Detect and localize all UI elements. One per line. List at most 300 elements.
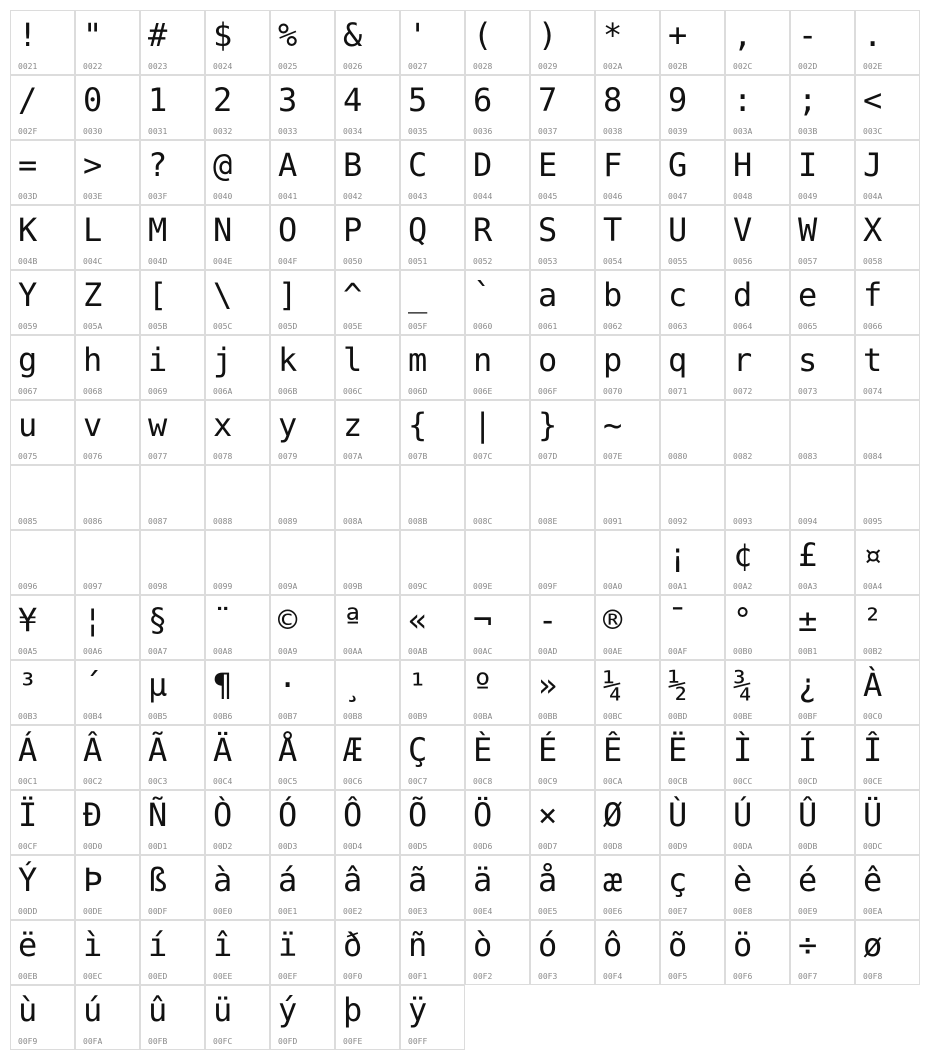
- glyph-codepoint: 0082: [733, 452, 753, 461]
- glyph-codepoint: 0089: [278, 517, 298, 526]
- glyph-codepoint: 00C2: [83, 777, 103, 786]
- glyph-character: [: [148, 276, 168, 314]
- glyph-cell: [465, 725, 530, 790]
- glyph-cell: [10, 335, 75, 400]
- glyph-character: 9: [668, 81, 688, 119]
- glyph-cell: [595, 660, 660, 725]
- glyph-codepoint: 00CA: [603, 777, 623, 786]
- glyph-codepoint: 0050: [343, 257, 363, 266]
- glyph-character: «: [408, 601, 428, 639]
- glyph-codepoint: 00EE: [213, 972, 233, 981]
- glyph-cell: [530, 855, 595, 920]
- glyph-codepoint: 0062: [603, 322, 623, 331]
- glyph-codepoint: 009C: [408, 582, 428, 591]
- glyph-character: Ï: [18, 796, 38, 834]
- glyph-cell: [140, 530, 205, 595]
- glyph-cell: [660, 855, 725, 920]
- glyph-codepoint: 0025: [278, 62, 298, 71]
- glyph-cell: [660, 270, 725, 335]
- glyph-codepoint: 00AF: [668, 647, 688, 656]
- glyph-character: ï: [278, 926, 298, 964]
- glyph-cell: [855, 920, 920, 985]
- glyph-cell: [270, 10, 335, 75]
- glyph-codepoint: 00D9: [668, 842, 688, 851]
- glyph-codepoint: 00FA: [83, 1037, 103, 1046]
- glyph-cell: [205, 205, 270, 270]
- glyph-codepoint: 003E: [83, 192, 103, 201]
- glyph-cell: [10, 855, 75, 920]
- glyph-character: }: [538, 406, 558, 444]
- glyph-cell: [530, 660, 595, 725]
- glyph-character: ¸: [343, 666, 363, 704]
- glyph-codepoint: 0077: [148, 452, 168, 461]
- glyph-cell: [140, 725, 205, 790]
- glyph-character: ½: [668, 666, 688, 704]
- glyph-cell: [595, 530, 660, 595]
- glyph-cell: [400, 855, 465, 920]
- glyph-codepoint: 0046: [603, 192, 623, 201]
- glyph-cell: [335, 465, 400, 530]
- glyph-cell: [10, 465, 75, 530]
- glyph-codepoint: 0058: [863, 257, 883, 266]
- glyph-cell: [205, 75, 270, 140]
- glyph-codepoint: 0041: [278, 192, 298, 201]
- glyph-character: P: [343, 211, 363, 249]
- glyph-character: á: [278, 861, 298, 899]
- glyph-cell: [725, 335, 790, 400]
- glyph-codepoint: 00FD: [278, 1037, 298, 1046]
- glyph-codepoint: 0073: [798, 387, 818, 396]
- glyph-codepoint: 00AA: [343, 647, 363, 656]
- glyph-codepoint: 00F1: [408, 972, 428, 981]
- glyph-character: ¿: [798, 666, 818, 704]
- glyph-codepoint: 00E5: [538, 907, 558, 916]
- glyph-codepoint: 00B5: [148, 712, 168, 721]
- glyph-character: m: [408, 341, 428, 379]
- glyph-cell: [270, 335, 335, 400]
- glyph-codepoint: 00B6: [213, 712, 233, 721]
- glyph-codepoint: 00A4: [863, 582, 883, 591]
- glyph-cell: [725, 205, 790, 270]
- glyph-character: ª: [343, 601, 363, 639]
- glyph-cell: [75, 75, 140, 140]
- glyph-codepoint: 005E: [343, 322, 363, 331]
- glyph-cell: [790, 855, 855, 920]
- glyph-character: µ: [148, 666, 168, 704]
- glyph-character: Á: [18, 731, 38, 769]
- glyph-codepoint: 0064: [733, 322, 753, 331]
- glyph-character: c: [668, 276, 688, 314]
- glyph-cell: [530, 400, 595, 465]
- glyph-character: ß: [148, 861, 168, 899]
- glyph-codepoint: 00BD: [668, 712, 688, 721]
- glyph-cell: [140, 790, 205, 855]
- glyph-cell: [725, 595, 790, 660]
- glyph-cell: [660, 10, 725, 75]
- glyph-character: ã: [408, 861, 428, 899]
- glyph-character: <: [863, 81, 883, 119]
- glyph-character: b: [603, 276, 623, 314]
- glyph-character: -: [798, 16, 818, 54]
- glyph-cell: [465, 75, 530, 140]
- glyph-cell: [75, 855, 140, 920]
- glyph-cell: [725, 855, 790, 920]
- glyph-cell: [725, 140, 790, 205]
- glyph-character: K: [18, 211, 38, 249]
- glyph-codepoint: 0092: [668, 517, 688, 526]
- glyph-codepoint: 00CD: [798, 777, 818, 786]
- glyph-cell: [400, 790, 465, 855]
- glyph-character: |: [473, 406, 493, 444]
- glyph-cell: [400, 10, 465, 75]
- glyph-codepoint: 008B: [408, 517, 428, 526]
- glyph-cell: [595, 400, 660, 465]
- glyph-cell: [10, 140, 75, 205]
- glyph-cell: [855, 790, 920, 855]
- glyph-character: Ç: [408, 731, 428, 769]
- glyph-codepoint: 00D1: [148, 842, 168, 851]
- glyph-codepoint: 004E: [213, 257, 233, 266]
- glyph-codepoint: 00F3: [538, 972, 558, 981]
- glyph-character: ô: [603, 926, 623, 964]
- glyph-cell: [10, 75, 75, 140]
- glyph-character: ¥: [18, 601, 38, 639]
- glyph-character: ÿ: [408, 991, 428, 1029]
- glyph-cell: [725, 75, 790, 140]
- glyph-codepoint: 0047: [668, 192, 688, 201]
- glyph-cell: [75, 140, 140, 205]
- glyph-codepoint: 0037: [538, 127, 558, 136]
- glyph-codepoint: 0021: [18, 62, 38, 71]
- glyph-character: Ó: [278, 796, 298, 834]
- glyph-character: 5: [408, 81, 428, 119]
- glyph-codepoint: 0071: [668, 387, 688, 396]
- glyph-codepoint: 00F2: [473, 972, 493, 981]
- glyph-cell: [855, 725, 920, 790]
- glyph-cell: [465, 595, 530, 660]
- glyph-character: Å: [278, 731, 298, 769]
- glyph-codepoint: 00B0: [733, 647, 753, 656]
- glyph-codepoint: 008A: [343, 517, 363, 526]
- glyph-character: Z: [83, 276, 103, 314]
- glyph-cell: [790, 595, 855, 660]
- glyph-cell: [400, 140, 465, 205]
- glyph-character: >: [83, 146, 103, 184]
- glyph-character: A: [278, 146, 298, 184]
- glyph-codepoint: 00F4: [603, 972, 623, 981]
- glyph-cell: [335, 660, 400, 725]
- glyph-cell: [140, 465, 205, 530]
- glyph-codepoint: 002E: [863, 62, 883, 71]
- glyph-character: R: [473, 211, 493, 249]
- glyph-codepoint: 0093: [733, 517, 753, 526]
- glyph-cell: [530, 790, 595, 855]
- glyph-character: E: [538, 146, 558, 184]
- glyph-character: e: [798, 276, 818, 314]
- glyph-cell: [10, 595, 75, 660]
- glyph-cell: [400, 920, 465, 985]
- glyph-cell: [725, 790, 790, 855]
- glyph-cell: [140, 140, 205, 205]
- glyph-codepoint: 007C: [473, 452, 493, 461]
- glyph-codepoint: 0048: [733, 192, 753, 201]
- glyph-character: q: [668, 341, 688, 379]
- glyph-codepoint: 0056: [733, 257, 753, 266]
- glyph-character: n: [473, 341, 493, 379]
- glyph-cell: [465, 855, 530, 920]
- glyph-codepoint: 0074: [863, 387, 883, 396]
- glyph-character: g: [18, 341, 38, 379]
- glyph-character: d: [733, 276, 753, 314]
- glyph-character: ¢: [733, 536, 753, 574]
- glyph-character: i: [148, 341, 168, 379]
- glyph-character: À: [863, 666, 883, 704]
- glyph-cell: [595, 790, 660, 855]
- glyph-codepoint: 00B2: [863, 647, 883, 656]
- glyph-cell: [530, 725, 595, 790]
- glyph-codepoint: 00CB: [668, 777, 688, 786]
- glyph-codepoint: 00D5: [408, 842, 428, 851]
- glyph-cell: [400, 75, 465, 140]
- glyph-character: ®: [603, 601, 623, 639]
- glyph-codepoint: 0087: [148, 517, 168, 526]
- glyph-cell: [855, 855, 920, 920]
- glyph-character: O: [278, 211, 298, 249]
- glyph-codepoint: 00B8: [343, 712, 363, 721]
- glyph-cell: [75, 10, 140, 75]
- glyph-codepoint: 00E8: [733, 907, 753, 916]
- glyph-character: J: [863, 146, 883, 184]
- glyph-codepoint: 00C1: [18, 777, 38, 786]
- glyph-codepoint: 009A: [278, 582, 298, 591]
- glyph-character: ç: [668, 861, 688, 899]
- glyph-codepoint: 00E0: [213, 907, 233, 916]
- glyph-cell: [725, 920, 790, 985]
- glyph-cell: [335, 855, 400, 920]
- glyph-cell: [205, 400, 270, 465]
- glyph-character: Ü: [863, 796, 883, 834]
- glyph-cell: [335, 10, 400, 75]
- glyph-codepoint: 00B4: [83, 712, 103, 721]
- glyph-cell: [790, 660, 855, 725]
- glyph-character: å: [538, 861, 558, 899]
- glyph-codepoint: 00CF: [18, 842, 38, 851]
- glyph-cell: [400, 400, 465, 465]
- glyph-character: .: [863, 16, 883, 54]
- glyph-character: r: [733, 341, 753, 379]
- glyph-cell: [855, 595, 920, 660]
- glyph-codepoint: 00ED: [148, 972, 168, 981]
- glyph-character: l: [343, 341, 363, 379]
- glyph-codepoint: 002D: [798, 62, 818, 71]
- glyph-character: I: [798, 146, 818, 184]
- glyph-codepoint: 00BE: [733, 712, 753, 721]
- glyph-character: Û: [798, 796, 818, 834]
- glyph-codepoint: 0060: [473, 322, 493, 331]
- glyph-cell: [465, 790, 530, 855]
- glyph-codepoint: 00E6: [603, 907, 623, 916]
- glyph-cell: [140, 855, 205, 920]
- glyph-cell: [400, 725, 465, 790]
- glyph-codepoint: 0099: [213, 582, 233, 591]
- glyph-character: ¼: [603, 666, 623, 704]
- glyph-codepoint: 0042: [343, 192, 363, 201]
- glyph-cell: [530, 10, 595, 75]
- glyph-cell: [790, 140, 855, 205]
- glyph-character: ê: [863, 861, 883, 899]
- glyph-cell: [335, 790, 400, 855]
- glyph-character: Ì: [733, 731, 753, 769]
- glyph-character: ^: [343, 276, 363, 314]
- glyph-cell: [465, 140, 530, 205]
- glyph-cell: [855, 10, 920, 75]
- glyph-codepoint: 0068: [83, 387, 103, 396]
- glyph-character: ý: [278, 991, 298, 1029]
- glyph-codepoint: 00F5: [668, 972, 688, 981]
- glyph-character: f: [863, 276, 883, 314]
- glyph-codepoint: 00DE: [83, 907, 103, 916]
- glyph-character: $: [213, 16, 233, 54]
- glyph-cell: [205, 10, 270, 75]
- glyph-codepoint: 00E7: [668, 907, 688, 916]
- glyph-cell: [465, 270, 530, 335]
- glyph-cell: [10, 985, 75, 1050]
- glyph-character: o: [538, 341, 558, 379]
- glyph-cell: [270, 530, 335, 595]
- glyph-codepoint: 00F7: [798, 972, 818, 981]
- glyph-codepoint: 0067: [18, 387, 38, 396]
- glyph-character: Í: [798, 731, 818, 769]
- glyph-character: U: [668, 211, 688, 249]
- glyph-cell: [75, 920, 140, 985]
- glyph-cell: [660, 400, 725, 465]
- glyph-codepoint: 003D: [18, 192, 38, 201]
- glyph-codepoint: 0054: [603, 257, 623, 266]
- glyph-character: ¡: [668, 536, 688, 574]
- glyph-cell: [790, 530, 855, 595]
- glyph-character: ÷: [798, 926, 818, 964]
- glyph-cell: [725, 660, 790, 725]
- glyph-codepoint: 00F0: [343, 972, 363, 981]
- glyph-codepoint: 0055: [668, 257, 688, 266]
- glyph-cell: [335, 725, 400, 790]
- glyph-codepoint: 00A6: [83, 647, 103, 656]
- glyph-codepoint: 0053: [538, 257, 558, 266]
- glyph-codepoint: 0083: [798, 452, 818, 461]
- glyph-codepoint: 0031: [148, 127, 168, 136]
- glyph-cell: [465, 335, 530, 400]
- glyph-codepoint: 0044: [473, 192, 493, 201]
- glyph-cell: [270, 270, 335, 335]
- glyph-codepoint: 0023: [148, 62, 168, 71]
- glyph-codepoint: 0051: [408, 257, 428, 266]
- glyph-cell: [465, 920, 530, 985]
- glyph-character: þ: [343, 991, 363, 1029]
- glyph-cell: [140, 595, 205, 660]
- glyph-cell: [530, 465, 595, 530]
- glyph-cell: [400, 270, 465, 335]
- glyph-cell: [10, 400, 75, 465]
- glyph-codepoint: 004C: [83, 257, 103, 266]
- glyph-codepoint: 005C: [213, 322, 233, 331]
- glyph-character: ;: [798, 81, 818, 119]
- glyph-cell: [660, 530, 725, 595]
- glyph-character: Õ: [408, 796, 428, 834]
- glyph-character: ú: [83, 991, 103, 1029]
- glyph-character: p: [603, 341, 623, 379]
- glyph-character: ¤: [863, 536, 883, 574]
- glyph-codepoint: 00D6: [473, 842, 493, 851]
- glyph-cell: [205, 530, 270, 595]
- glyph-codepoint: 00AC: [473, 647, 493, 656]
- glyph-character: (: [473, 16, 493, 54]
- glyph-cell: [10, 530, 75, 595]
- character-map-grid: [10, 10, 920, 1050]
- glyph-cell: [595, 270, 660, 335]
- glyph-cell: [335, 530, 400, 595]
- glyph-codepoint: 0057: [798, 257, 818, 266]
- glyph-codepoint: 0065: [798, 322, 818, 331]
- glyph-cell: [335, 335, 400, 400]
- glyph-codepoint: 0034: [343, 127, 363, 136]
- glyph-cell: [790, 920, 855, 985]
- glyph-character: Æ: [343, 731, 363, 769]
- glyph-cell: [790, 75, 855, 140]
- glyph-character: {: [408, 406, 428, 444]
- glyph-cell: [465, 465, 530, 530]
- glyph-codepoint: 00D0: [83, 842, 103, 851]
- glyph-codepoint: 0026: [343, 62, 363, 71]
- glyph-character: Ù: [668, 796, 688, 834]
- glyph-cell: [205, 855, 270, 920]
- glyph-character: »: [538, 666, 558, 704]
- glyph-cell: [335, 595, 400, 660]
- glyph-codepoint: 009E: [473, 582, 493, 591]
- glyph-character: ì: [83, 926, 103, 964]
- glyph-character: -: [538, 601, 558, 639]
- glyph-cell: [530, 75, 595, 140]
- glyph-character: Ë: [668, 731, 688, 769]
- glyph-cell: [790, 205, 855, 270]
- glyph-cell: [75, 335, 140, 400]
- glyph-cell: [530, 920, 595, 985]
- glyph-codepoint: 00DC: [863, 842, 883, 851]
- glyph-cell: [10, 725, 75, 790]
- glyph-character: #: [148, 16, 168, 54]
- glyph-character: /: [18, 81, 38, 119]
- glyph-cell: [660, 725, 725, 790]
- glyph-codepoint: 0066: [863, 322, 883, 331]
- glyph-codepoint: 005B: [148, 322, 168, 331]
- glyph-cell: [335, 400, 400, 465]
- glyph-codepoint: 00A7: [148, 647, 168, 656]
- glyph-codepoint: 00BA: [473, 712, 493, 721]
- glyph-codepoint: 00CE: [863, 777, 883, 786]
- glyph-character: L: [83, 211, 103, 249]
- glyph-codepoint: 00A8: [213, 647, 233, 656]
- glyph-cell: [855, 660, 920, 725]
- glyph-character: 1: [148, 81, 168, 119]
- glyph-character: M: [148, 211, 168, 249]
- glyph-codepoint: 00EC: [83, 972, 103, 981]
- glyph-codepoint: 00DF: [148, 907, 168, 916]
- glyph-codepoint: 008C: [473, 517, 493, 526]
- glyph-codepoint: 0040: [213, 192, 233, 201]
- glyph-cell: [140, 270, 205, 335]
- glyph-character: C: [408, 146, 428, 184]
- glyph-codepoint: 009B: [343, 582, 363, 591]
- glyph-cell: [75, 400, 140, 465]
